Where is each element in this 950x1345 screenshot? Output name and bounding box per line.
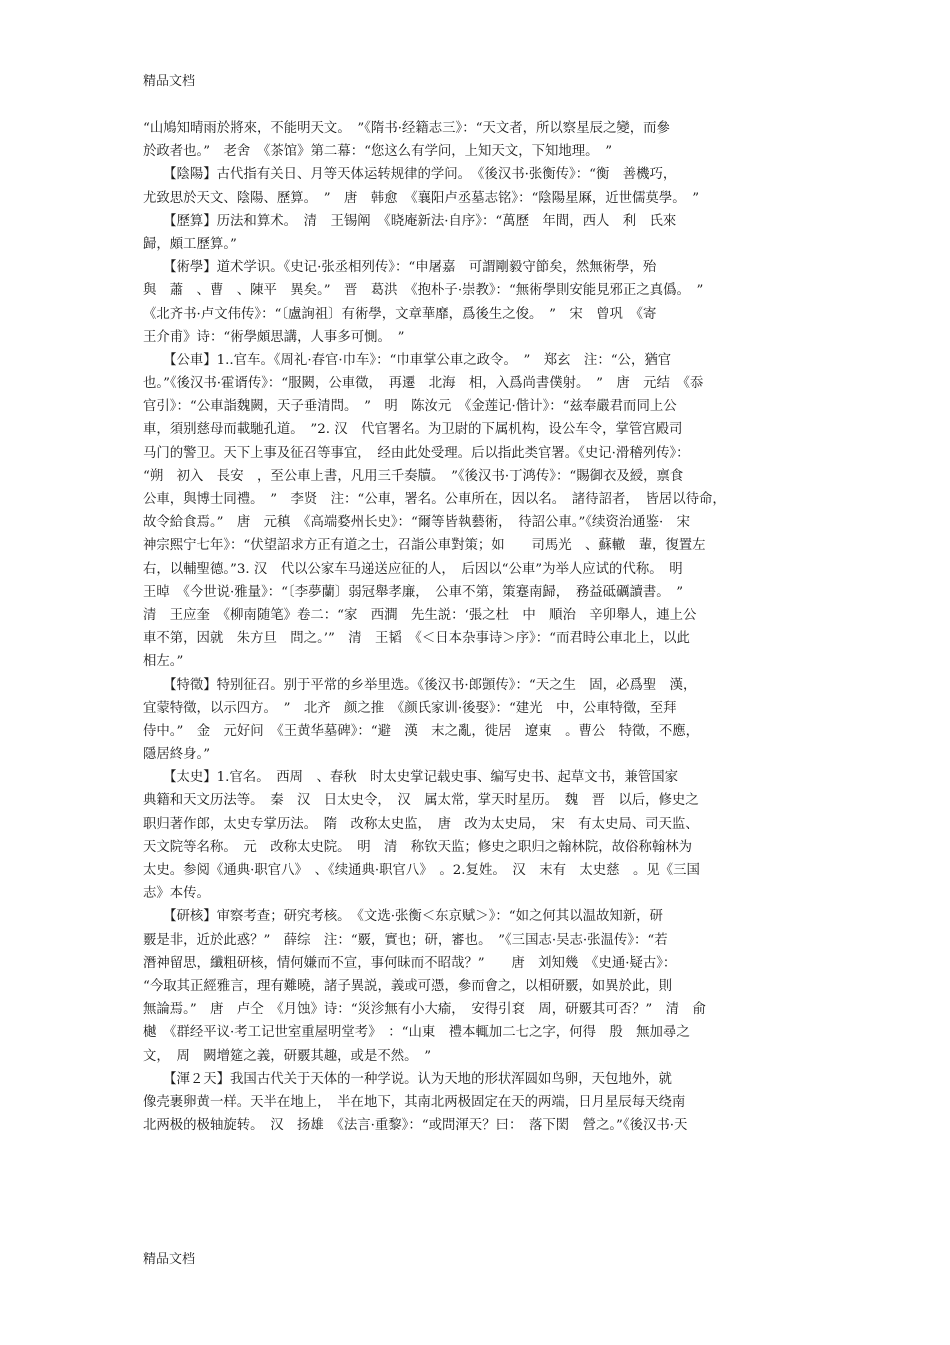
- text-line: 侍中。” 金 元好问 《王黄华墓碑》：“避 漢 末之亂，徙居 遼東 。曹公 特徵，不應，: [143, 723, 699, 739]
- text-line: 官引》：“公車詣魏闕，天子垂清問。 ” 明 陈汝元 《金莲记·偕计》：“兹奉嚴君而同上公: [143, 399, 677, 415]
- text-line: 像壳裹卵黄一样。天半在地上， 半在地下，其南北两极固定在天的两端，日月星辰每天绕南: [143, 1094, 686, 1110]
- text-line: 覈是非，近於此惑？” 薛综 注：“覈，實也；研，審也。 ”《三国志·吴志·张温传》：“若: [143, 932, 668, 948]
- page-header: 精品文档: [143, 74, 196, 89]
- text-line: 相左。”: [143, 654, 184, 670]
- text-line: 王晫 《今世说·雅量》：“〔李夢蘭〕弱冠舉孝廉， 公車不第，策蹇南歸， 務益砥礪讀書。 ”: [143, 584, 684, 600]
- text-line: 也。”《後汉书·霍谞传》：“服闕，公車徵， 再遷 北海 相，入爲尚書僕射。 ” 唐 元结 《忝: [143, 376, 704, 392]
- text-line: 职归著作郎，太史专掌历法。 隋 改称太史监， 唐 改为太史局， 宋 有太史局、司天监、: [143, 816, 699, 832]
- page-footer: 精品文档: [143, 1252, 196, 1267]
- text-line: 天文院等名称。 元 改称太史院。 明 清 称钦天监；修史之职归之翰林院，故俗称翰林为: [143, 839, 693, 855]
- text-line: 樾 《群经平议·考工记世室重屋明堂考》 ：“山東 禮本輒加二七之字，何得 殷 無加尋之: [143, 1025, 690, 1041]
- text-line: “山鳩知晴雨於將來，不能明天文。 ”《隋书·经籍志三》：“天文者，所以察星辰之變，而參: [143, 121, 670, 136]
- text-line: 北两极的极轴旋转。 汉 扬雄 《法言·重黎》：“或問渾天？曰： 落下閎 營之。”《後汉书·天: [143, 1118, 688, 1134]
- text-line: 故令給食焉。” 唐 元稹 《高端婺州长史》：“爾等皆執藝術， 待詔公車。”《续资治通鉴· 宋: [143, 515, 690, 531]
- text-line: 【歷算】历法和算术。 清 王锡阐 《晓庵新法·自序》：“萬歷 年間，西人 利 氏來: [143, 213, 677, 229]
- text-line: 神宗熙宁七年》：“伏望詔求方正有道之士，召詣公車對策；如 司馬光 、蘇轍 輩，復置左: [143, 538, 706, 554]
- text-line: 太史。参阅《通典·职官八》 、《续通典·职官八》 。2.复姓。 汉 末有 太史慈 。见《三国: [143, 863, 700, 878]
- text-line: 歸，頗工歷算。”: [143, 236, 237, 252]
- text-line: 【公車】1..官车。《周礼·春官·巾车》：“巾車掌公車之政令。 ” 郑玄 注：“公，猶官: [143, 352, 672, 368]
- text-line: 【研核】审察考查；研究考核。 《文选·张衡＜东京赋＞》：“如之何其以温故知新，研: [143, 909, 663, 925]
- text-line: 【陰陽】古代指有关日、月等天体运转规律的学问。 《後汉书·张衡传》：“衡 善機巧，: [143, 167, 677, 183]
- text-line: 與 蕭 、曹 、陳平 異矣。” 晋 葛洪 《抱朴子·崇教》：“無術學則安能見邪正之真僞。 ”: [143, 283, 704, 299]
- text-line: 马门的警卫。天下上事及征召等事宜， 经由此处受理。后以指此类官署。《史记·滑稽列传》：: [143, 445, 690, 461]
- text-line: 【渾２天】我国古代关于天体的一种学说。认为天地的形状浑圆如鸟卵，天包地外，就: [143, 1071, 672, 1087]
- text-line: 清 王应奎 《柳南随笔》卷二：“家 西澗 先生説：‘張之杜 中 順治 辛卯舉人，連上公: [143, 607, 697, 623]
- text-line: 志》本传。: [143, 886, 210, 902]
- text-line: “朔 初入 長安 ，至公車上書，凡用三千奏牘。 ”《後汉书·丁鸿传》：“賜御衣及綬，禀食: [143, 468, 684, 484]
- text-line: 右，以輔聖德。”3. 汉 代以公家车马递送应征的人， 后因以“公車”为举人应试的代称。 明: [143, 561, 683, 577]
- text-line: “今取其正經雅言，理有難曉，諸子異説，義或可憑，參而會之，以相研覈，如異於此，則: [143, 978, 673, 994]
- text-line: 隱居終身。”: [143, 747, 211, 763]
- document-body: [143, 117, 808, 1137]
- text-line: 典籍和天文历法等。 秦 汉 日太史令， 汉 属太常，掌天时星历。 魏 晋 以后，修史之: [143, 793, 699, 809]
- text-line: 車，須别慈母而載馳孔道。 ”2. 汉 代官署名。为卫尉的下属机构，设公车令，掌管宫殿司: [143, 422, 683, 438]
- text-line: 《北齐书·卢文伟传》：“〔盧詢祖〕有術學，文章華靡，爲後生之俊。 ” 宋 曾巩 《寄: [143, 306, 657, 322]
- text-line: 潛神留思，纖粗研核，情何嫌而不宣，事何昧而不昭哉？” 唐 刘知幾 《史通·疑古》：: [143, 955, 677, 971]
- text-line: 尤致思於天文、陰陽、歷算。 ” 唐 韩愈 《襄阳卢丞墓志铭》：“陰陽星厤，近世儒莫學。 ”: [143, 190, 700, 206]
- text-line: 於政者也。” 老舍 《茶馆》第二幕：“您这么有学问，上知天文，下知地理。 ”: [143, 144, 613, 160]
- text-line: 【術學】道术学识。《史记·张丞相列传》：“申屠嘉 可謂剛毅守節矣，然無術學，殆: [143, 260, 657, 276]
- text-line: 車不第，因就 朱方旦 問之。’” 清 王韬 《＜日本杂事诗＞序》：“而君時公車北上，以此: [143, 631, 690, 647]
- text-line: 【特徵】特别征召。别于平常的乡举里选。《後汉书·郎顗传》：“天之生 固，必爲聖 漢，: [143, 677, 697, 693]
- text-line: 王介甫》诗：“術學頗思講，人事多可惻。 ”: [143, 329, 405, 345]
- text-line: 文， 周 闕增筵之義，研覈其趣，或是不然。 ”: [143, 1048, 432, 1064]
- text-line: 宜蒙特徵，以示四方。 ” 北齐 颜之推 《颜氏家训·後娶》：“建光 中，公車特徵，至拜: [143, 700, 677, 716]
- text-line: 公車，與博士同禮。 ” 李贤 注：“公車，署名。公車所在，因以名。 諸待詔者， 皆居以待命，: [143, 492, 726, 507]
- text-line: 無論焉。” 唐 卢仝 《月蚀》诗：“災沴無有小大瘉， 安得引袞 周，研覈其可否？” 清 俞: [143, 1002, 706, 1018]
- text-line: 【太史】1.官名。 西周 、春秋 时太史掌记载史事、编写史书、起草文书，兼管国家: [143, 770, 678, 786]
